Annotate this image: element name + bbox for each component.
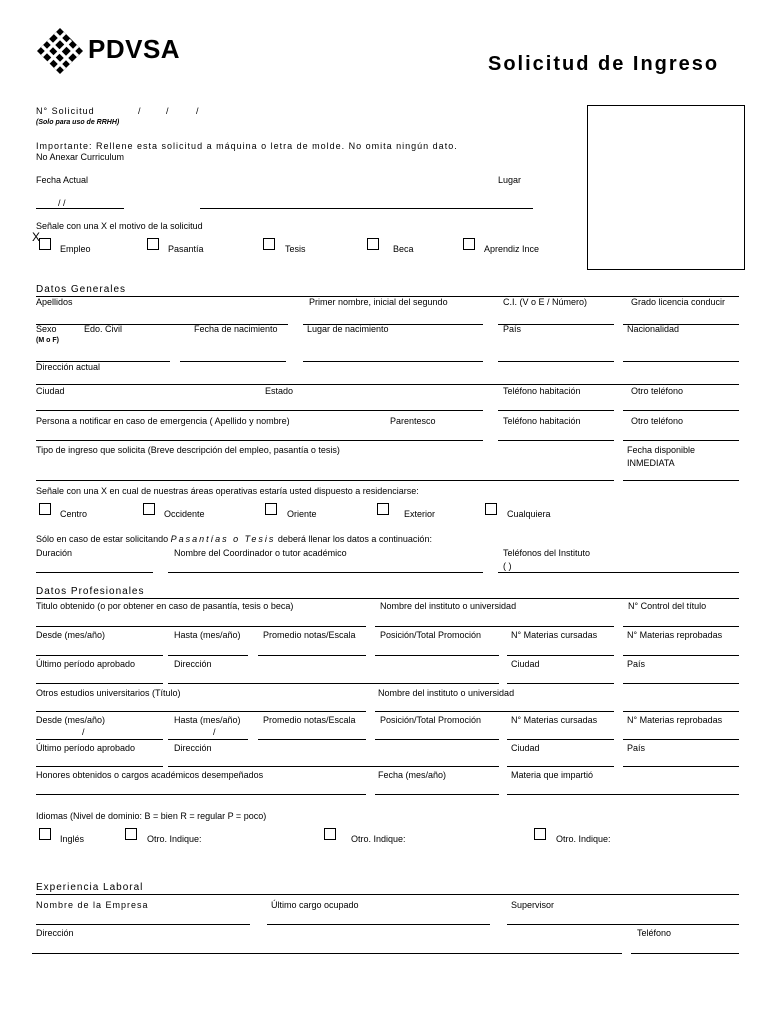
photo-box xyxy=(587,105,745,270)
checkbox-empleo[interactable] xyxy=(39,238,51,250)
ciudad-line[interactable] xyxy=(507,683,614,684)
lugar-nacimiento-label: Lugar de nacimiento xyxy=(307,324,389,334)
otro-telefono-label: Otro teléfono xyxy=(631,386,684,396)
telefonos-instituto-parens: ( ) xyxy=(503,561,512,571)
fecha-mes-ano-line[interactable] xyxy=(375,794,499,795)
section-datos-generales: Datos Generales xyxy=(36,284,127,295)
solicitud-slash-3: / xyxy=(196,106,199,116)
telefono-empresa-line[interactable] xyxy=(631,953,739,954)
fecha-disponible-line[interactable] xyxy=(623,480,739,481)
materias-reprobadas-label: N° Materias reprobadas xyxy=(627,630,723,640)
materias-reprobadas-2-label: N° Materias reprobadas xyxy=(627,715,723,725)
checkbox-otro-3[interactable] xyxy=(534,828,546,840)
telefonos-instituto-line[interactable] xyxy=(498,572,739,573)
section-rule xyxy=(36,598,739,599)
hasta-2-label: Hasta (mes/año) xyxy=(174,715,241,725)
coordinador-line[interactable] xyxy=(168,572,483,573)
area-cualquiera: Cualquiera xyxy=(507,509,551,519)
promedio-2-label: Promedio notas/Escala xyxy=(263,715,356,725)
supervisor-line[interactable] xyxy=(507,924,739,925)
materias-cursadas-2-label: N° Materias cursadas xyxy=(511,715,598,725)
posicion-line[interactable] xyxy=(375,655,499,656)
idioma-ingles: Inglés xyxy=(60,834,85,844)
promedio-label: Promedio notas/Escala xyxy=(263,630,356,640)
ultimo-periodo-2-line[interactable] xyxy=(36,766,163,767)
telefono-habitacion-2-line[interactable] xyxy=(498,440,614,441)
persona-notificar-line[interactable] xyxy=(36,440,483,441)
otros-estudios-line[interactable] xyxy=(36,711,366,712)
parentesco-label: Parentesco xyxy=(390,416,436,426)
posicion-label: Posición/Total Promoción xyxy=(380,630,482,640)
ultimo-periodo-2-label: Último período aprobado xyxy=(36,743,136,753)
honores-label: Honores obtenidos o cargos académicos desempeñados xyxy=(36,770,264,780)
n-control-line[interactable] xyxy=(623,626,739,627)
area-oriente: Oriente xyxy=(287,509,317,519)
rrhh-note: (Solo para uso de RRHH) xyxy=(36,119,120,126)
fecha-actual-slashes: / / xyxy=(58,198,66,208)
checkbox-tesis[interactable] xyxy=(263,238,275,250)
checkbox-aprendiz[interactable] xyxy=(463,238,475,250)
direccion-2-label: Dirección xyxy=(174,743,212,753)
hasta-label: Hasta (mes/año) xyxy=(174,630,241,640)
section-rule xyxy=(36,894,739,895)
fecha-actual-line[interactable] xyxy=(36,208,124,209)
fecha-nacimiento-line[interactable] xyxy=(180,361,286,362)
ultimo-periodo-label: Último período aprobado xyxy=(36,659,136,669)
ciudad-2-line[interactable] xyxy=(507,766,614,767)
checkbox-occidente[interactable] xyxy=(143,503,155,515)
idioma-otro-3: Otro. Indique: xyxy=(556,834,611,844)
desde-2-line[interactable] xyxy=(36,739,163,740)
ultimo-cargo-line[interactable] xyxy=(267,924,490,925)
nombre-instituto-line[interactable] xyxy=(375,626,614,627)
m-o-f-label: (M o F) xyxy=(36,337,59,344)
otro-telefono-2-label: Otro teléfono xyxy=(631,416,684,426)
areas-instruction: Señale con una X en cual de nuestras áreas operativas estaría usted dispuesto a residenciarse: xyxy=(36,486,419,496)
hasta-2-line[interactable] xyxy=(168,739,248,740)
grado-licencia-label: Grado licencia conducir xyxy=(631,297,726,307)
nacionalidad-line[interactable] xyxy=(623,361,739,362)
solicitud-slash-1: / xyxy=(138,106,141,116)
materias-cursadas-2-line[interactable] xyxy=(507,739,614,740)
pais-line[interactable] xyxy=(498,361,614,362)
desde-line[interactable] xyxy=(36,655,163,656)
ciudad-label: Ciudad xyxy=(36,386,65,396)
tipo-ingreso-label: Tipo de ingreso que solicita (Breve descripción del empleo, pasantía o tesis) xyxy=(36,445,340,455)
sexo-label: Sexo xyxy=(36,324,57,334)
fecha-disponible-label: Fecha disponible xyxy=(627,445,696,455)
pais-2-line[interactable] xyxy=(623,766,739,767)
fecha-mes-ano-label: Fecha (mes/año) xyxy=(378,770,447,780)
direccion-label: Dirección xyxy=(174,659,212,669)
area-centro: Centro xyxy=(60,509,88,519)
ultimo-cargo-label: Último cargo ocupado xyxy=(271,900,359,910)
checkbox-exterior[interactable] xyxy=(377,503,389,515)
promedio-2-line[interactable] xyxy=(258,739,366,740)
pasantias-instruction-b: Pasantías o Tesis xyxy=(170,534,276,544)
important-note: Importante: Rellene esta solicitud a máquina o letra de molde. No omita ningún dato. xyxy=(36,141,458,151)
option-pasantia: Pasantía xyxy=(168,244,204,254)
pais-label: País xyxy=(627,659,646,669)
idioma-otro-2: Otro. Indique: xyxy=(351,834,406,844)
otro-telefono-2-line[interactable] xyxy=(623,440,739,441)
page-title: Solicitud de Ingreso xyxy=(488,53,720,75)
telefono-habitacion-2-label: Teléfono habitación xyxy=(503,416,581,426)
ciudad-2-label: Ciudad xyxy=(511,743,540,753)
brand-name: PDVSA xyxy=(88,34,181,64)
materias-cursadas-label: N° Materias cursadas xyxy=(511,630,598,640)
duracion-line[interactable] xyxy=(36,572,153,573)
nombre-instituto-2-label: Nombre del instituto o universidad xyxy=(378,688,515,698)
checkbox-cualquiera[interactable] xyxy=(485,503,497,515)
option-tesis: Tesis xyxy=(285,244,306,254)
checkbox-beca[interactable] xyxy=(367,238,379,250)
checkbox-otro-1[interactable] xyxy=(125,828,137,840)
direccion-actual-label: Dirección actual xyxy=(36,362,101,372)
nombre-empresa-label: Nombre de la Empresa xyxy=(36,900,149,910)
motivo-instruction: Señale con una X el motivo de la solicitud xyxy=(36,221,203,231)
section-datos-profesionales: Datos Profesionales xyxy=(36,586,145,597)
option-empleo: Empleo xyxy=(60,244,91,254)
ciudad-line[interactable] xyxy=(36,410,483,411)
nombre-empresa-line[interactable] xyxy=(36,924,250,925)
posicion-2-label: Posición/Total Promoción xyxy=(380,715,482,725)
inmediata-value: INMEDIATA xyxy=(627,458,675,468)
option-beca: Beca xyxy=(393,244,414,254)
materias-cursadas-line[interactable] xyxy=(507,655,614,656)
coordinador-label: Nombre del Coordinador o tutor académico xyxy=(174,548,347,558)
titulo-obtenido-label: Titulo obtenido (o por obtener en caso de pasantía, tesis o beca) xyxy=(36,601,294,611)
pais-label: País xyxy=(503,324,522,334)
nombre-instituto-label: Nombre del instituto o universidad xyxy=(380,601,517,611)
honores-line[interactable] xyxy=(36,794,366,795)
solicitud-slash-2: / xyxy=(166,106,169,116)
edo-civil-label: Edo. Civil xyxy=(84,324,123,334)
supervisor-label: Supervisor xyxy=(511,900,555,910)
duracion-label: Duración xyxy=(36,548,73,558)
otros-estudios-label: Otros estudios universitarios (Título) xyxy=(36,688,181,698)
desde-label: Desde (mes/año) xyxy=(36,630,106,640)
hasta-2-slash: / xyxy=(213,727,216,737)
lugar-label: Lugar xyxy=(498,175,522,185)
direccion-2-line[interactable] xyxy=(168,766,499,767)
nombre-instituto-2-line[interactable] xyxy=(375,711,614,712)
promedio-line[interactable] xyxy=(258,655,366,656)
section-experiencia-laboral: Experiencia Laboral xyxy=(36,882,144,893)
pdvsa-logo-icon xyxy=(36,27,84,75)
direccion-empresa-line[interactable] xyxy=(32,953,622,954)
materia-impartio-label: Materia que impartió xyxy=(511,770,594,780)
titulo-obtenido-line[interactable] xyxy=(36,626,366,627)
primer-nombre-label: Primer nombre, inicial del segundo xyxy=(309,297,448,307)
checkbox-pasantia[interactable] xyxy=(147,238,159,250)
lugar-nacimiento-line[interactable] xyxy=(303,361,483,362)
persona-notificar-label: Persona a notificar en caso de emergencia ( Apellido y nombre) xyxy=(36,416,290,426)
ciudad-label: Ciudad xyxy=(511,659,540,669)
ci-label: C.I. (V o E / Número) xyxy=(503,297,588,307)
otro-telefono-line[interactable] xyxy=(623,410,739,411)
direccion-line[interactable] xyxy=(168,683,499,684)
option-aprendiz: Aprendiz Ince xyxy=(484,244,540,254)
checkbox-centro[interactable] xyxy=(39,503,51,515)
desde-2-label: Desde (mes/año) xyxy=(36,715,106,725)
apellidos-label: Apellidos xyxy=(36,297,73,307)
direccion-actual-line[interactable] xyxy=(36,384,739,385)
fecha-nacimiento-label: Fecha de nacimiento xyxy=(194,324,278,334)
no-anexar-note: No Anexar Curriculum xyxy=(36,152,125,162)
pasantias-instruction-c: deberá llenar los datos a continuación: xyxy=(277,534,432,544)
ultimo-periodo-line[interactable] xyxy=(36,683,163,684)
solicitud-number-label: N° Solicitud xyxy=(36,106,95,116)
telefono-empresa-label: Teléfono xyxy=(637,928,672,938)
nacionalidad-label: Nacionalidad xyxy=(627,324,680,334)
idioma-otro-1: Otro. Indique: xyxy=(147,834,202,844)
checkbox-otro-2[interactable] xyxy=(324,828,336,840)
n-control-label: N° Control del título xyxy=(628,601,707,611)
checkbox-ingles[interactable] xyxy=(39,828,51,840)
x-mark: X xyxy=(32,230,41,244)
otros-estudios-extra-line[interactable] xyxy=(623,711,739,712)
idiomas-instruction: Idiomas (Nivel de dominio: B = bien R = regular P = poco) xyxy=(36,811,267,821)
pais-2-label: País xyxy=(627,743,646,753)
telefonos-instituto-label: Teléfonos del Instituto xyxy=(503,548,591,558)
posicion-2-line[interactable] xyxy=(375,739,499,740)
checkbox-oriente[interactable] xyxy=(265,503,277,515)
area-occidente: Occidente xyxy=(164,509,205,519)
estado-label: Estado xyxy=(265,386,294,396)
lugar-line[interactable] xyxy=(200,208,533,209)
materias-reprobadas-2-line[interactable] xyxy=(623,739,739,740)
fecha-actual-label: Fecha Actual xyxy=(36,175,89,185)
pasantias-instruction-a: Sólo en caso de estar solicitando xyxy=(36,534,169,544)
pais-line[interactable] xyxy=(623,683,739,684)
pasantias-instruction xyxy=(36,534,432,545)
materia-impartio-line[interactable] xyxy=(507,794,739,795)
hasta-line[interactable] xyxy=(168,655,248,656)
telefono-habitacion-line[interactable] xyxy=(498,410,614,411)
telefono-habitacion-label: Teléfono habitación xyxy=(503,386,581,396)
tipo-ingreso-line[interactable] xyxy=(36,480,614,481)
direccion-empresa-label: Dirección xyxy=(36,928,74,938)
area-exterior: Exterior xyxy=(404,509,436,519)
desde-2-slash: / xyxy=(82,727,85,737)
materias-reprobadas-line[interactable] xyxy=(623,655,739,656)
